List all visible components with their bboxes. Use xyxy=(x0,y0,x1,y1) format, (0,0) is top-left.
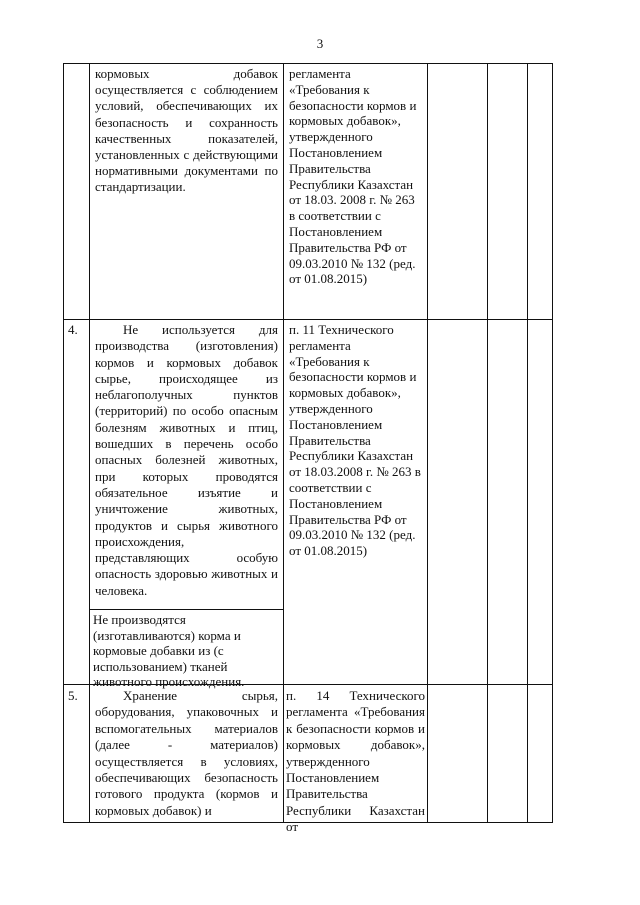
requirement-text xyxy=(95,322,278,599)
column-border xyxy=(527,63,528,823)
column-border xyxy=(427,63,428,823)
reference-paragraph: п. 14 Технического регламента «Требования к безопасности кормов и кормовых добавок», утвержденного Постановлением Правительства Республики Казахстан от xyxy=(286,688,425,835)
reference-text xyxy=(286,688,425,836)
requirement-text xyxy=(95,688,278,819)
column-border xyxy=(63,63,64,823)
requirement-note: Не производятся (изготавливаются) корма и кормовые добавки из (с использованием) тканей животного происхождения. xyxy=(89,609,284,685)
requirement-paragraph: Не используется для производства (изготовления) кормов и кормовых добавок сырье, происходящее из неблагополучных пунктов (территорий) по особо опасным болезням животных и птиц, вошедших в перечень особо опасных болезней животных, при которых проводятся обязательное изъятие и уничтожение животных, продуктов и сырья животного происхождения, представляющих особую опасность здоровью животных и человека. xyxy=(95,322,278,598)
requirement-text xyxy=(95,66,278,196)
row-number: 5. xyxy=(68,688,78,703)
column-border xyxy=(283,63,284,823)
row-divider xyxy=(63,319,552,320)
page-number: 3 xyxy=(316,36,324,51)
column-border xyxy=(552,63,553,823)
requirement-paragraph: кормовых добавок осуществляется с соблюдением условий, обеспечивающих их безопасность и сохранность качественных показателей, установленных с действующими нормативными документами по стандартизации. xyxy=(95,66,278,195)
requirement-paragraph: Хранение сырья, оборудования, упаковочных и вспомогательных материалов (далее - материалов) осуществляется в условиях, обеспечивающих безопасность готового продукта (кормов и кормовых добавок) и xyxy=(95,688,278,818)
column-border xyxy=(487,63,488,823)
table-top-border xyxy=(63,63,552,64)
column-border xyxy=(89,63,90,823)
reference-text: регламента «Требования к безопасности кормов и кормовых добавок», утвержденного Постановлением Правительства Республики Казахстан от 18.03. 2008 г. № 263 в соответствии с Постановлением Правительства РФ от 09.03.2010 № 132 (ред. от 01.08.2015) xyxy=(289,66,417,287)
row-number: 4. xyxy=(68,322,78,337)
reference-text: п. 11 Технического регламента «Требования к безопасности кормов и кормовых добавок», утвержденного Постановлением Правительства Республики Казахстан от 18.03.2008 г. № 263 в соответствии с Постановлением Правительства РФ от 09.03.2010 № 132 (ред. от 01.08.2015) xyxy=(289,322,421,559)
